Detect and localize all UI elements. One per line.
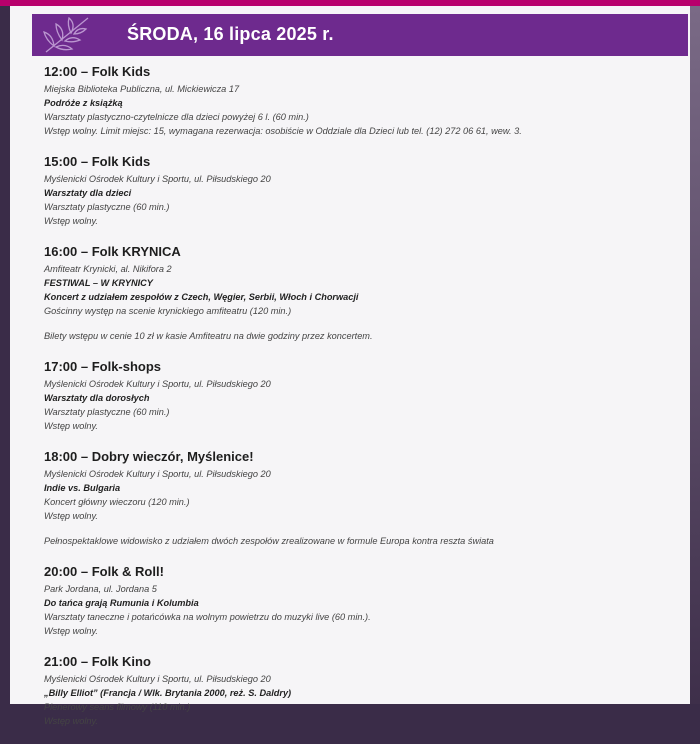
day-title: ŚRODA, 16 lipca 2025 r. xyxy=(127,24,334,44)
event-detail-line: Myślenicki Ośrodek Kultury i Sportu, ul. Piłsudskiego 20 xyxy=(44,674,271,684)
event-title: 17:00 – Folk-shops xyxy=(44,359,162,374)
event-detail-line: Plenerowy seans filmowy (110 min.) xyxy=(44,702,191,712)
event-item xyxy=(44,449,674,548)
event-detail-line: Myślenicki Ośrodek Kultury i Sportu, ul. Piłsudskiego 20 xyxy=(44,469,271,479)
event-detail-line: Myślenicki Ośrodek Kultury i Sportu, ul. Piłsudskiego 20 xyxy=(44,174,271,184)
event-detail-line: Wstęp wolny. xyxy=(44,511,98,521)
event-list xyxy=(44,64,674,744)
event-title: 21:00 – Folk Kino xyxy=(44,654,151,669)
event-highlight-line: „Billy Elliot” (Francja / Wlk. Brytania 2000, reż. S. Daldry) xyxy=(44,688,292,698)
event-spacer xyxy=(44,523,674,534)
event-detail-line: Pełnospektaklowe widowisko z udziałem dwóch zespołów zrealizowane w formule Europa kontra reszta świata xyxy=(44,536,494,546)
event-detail-line: Warsztaty plastyczno-czytelnicze dla dzieci powyżej 6 l. (60 min.) xyxy=(44,112,309,122)
event-title: 12:00 – Folk Kids xyxy=(44,64,151,79)
event-title: 20:00 – Folk & Roll! xyxy=(44,564,164,579)
event-detail-line: Park Jordana, ul. Jordana 5 xyxy=(44,584,157,594)
event-detail-line: Warsztaty plastyczne (60 min.) xyxy=(44,202,170,212)
event-highlight-line: Warsztaty dla dzieci xyxy=(44,188,132,198)
event-item xyxy=(44,564,674,638)
event-highlight-line: Warsztaty dla dorosłych xyxy=(44,393,150,403)
event-highlight-line: FESTIWAL – W KRYNICY xyxy=(44,278,153,288)
event-highlight-line: Indie vs. Bulgaria xyxy=(44,483,121,493)
event-detail-line: Koncert główny wieczoru (120 min.) xyxy=(44,497,190,507)
event-item xyxy=(44,244,674,343)
event-highlight-line: Koncert z udziałem zespołów z Czech, Węgier, Serbii, Włoch i Chorwacji xyxy=(44,292,359,302)
event-detail-line: Amfiteatr Krynicki, al. Nikifora 2 xyxy=(44,264,172,274)
event-detail-line: Warsztaty plastyczne (60 min.) xyxy=(44,407,170,417)
event-detail-line: Wstęp wolny. xyxy=(44,421,98,431)
event-item xyxy=(44,654,674,728)
day-header xyxy=(32,14,688,56)
event-detail-line: Gościnny występ na scenie krynickiego amfiteatru (120 min.) xyxy=(44,306,292,316)
event-item xyxy=(44,154,674,228)
event-detail-line: Wstęp wolny. xyxy=(44,716,98,726)
event-detail-line: Myślenicki Ośrodek Kultury i Sportu, ul. Piłsudskiego 20 xyxy=(44,379,271,389)
event-spacer xyxy=(44,318,674,329)
event-title: 15:00 – Folk Kids xyxy=(44,154,151,169)
event-title: 18:00 – Dobry wieczór, Myślenice! xyxy=(44,449,254,464)
page-background xyxy=(690,6,700,704)
event-detail-line: Wstęp wolny. Limit miejsc: 15, wymagana rezerwacja: osobiście w Oddziale dla Dzieci lub tel. (12) 272 06 61, wew. 3. xyxy=(44,126,522,136)
event-item xyxy=(44,64,674,138)
event-highlight-line: Podróże z książką xyxy=(44,98,123,108)
event-detail-line: Miejska Biblioteka Publiczna, ul. Mickiewicza 17 xyxy=(44,84,240,94)
event-title: 16:00 – Folk KRYNICA xyxy=(44,244,181,259)
event-item xyxy=(44,359,674,433)
leaf-ornament-icon xyxy=(38,14,98,56)
event-detail-line: Wstęp wolny. xyxy=(44,626,98,636)
event-detail-line: Wstęp wolny. xyxy=(44,216,98,226)
event-detail-line: Warsztaty taneczne i potańcówka na wolnym powietrzu do muzyki live (60 min.). xyxy=(44,612,371,622)
event-detail-line: Bilety wstępu w cenie 10 zł w kasie Amfiteatru na dwie godziny przez koncertem. xyxy=(44,331,373,341)
event-highlight-line: Do tańca grają Rumunia i Kolumbia xyxy=(44,598,199,608)
